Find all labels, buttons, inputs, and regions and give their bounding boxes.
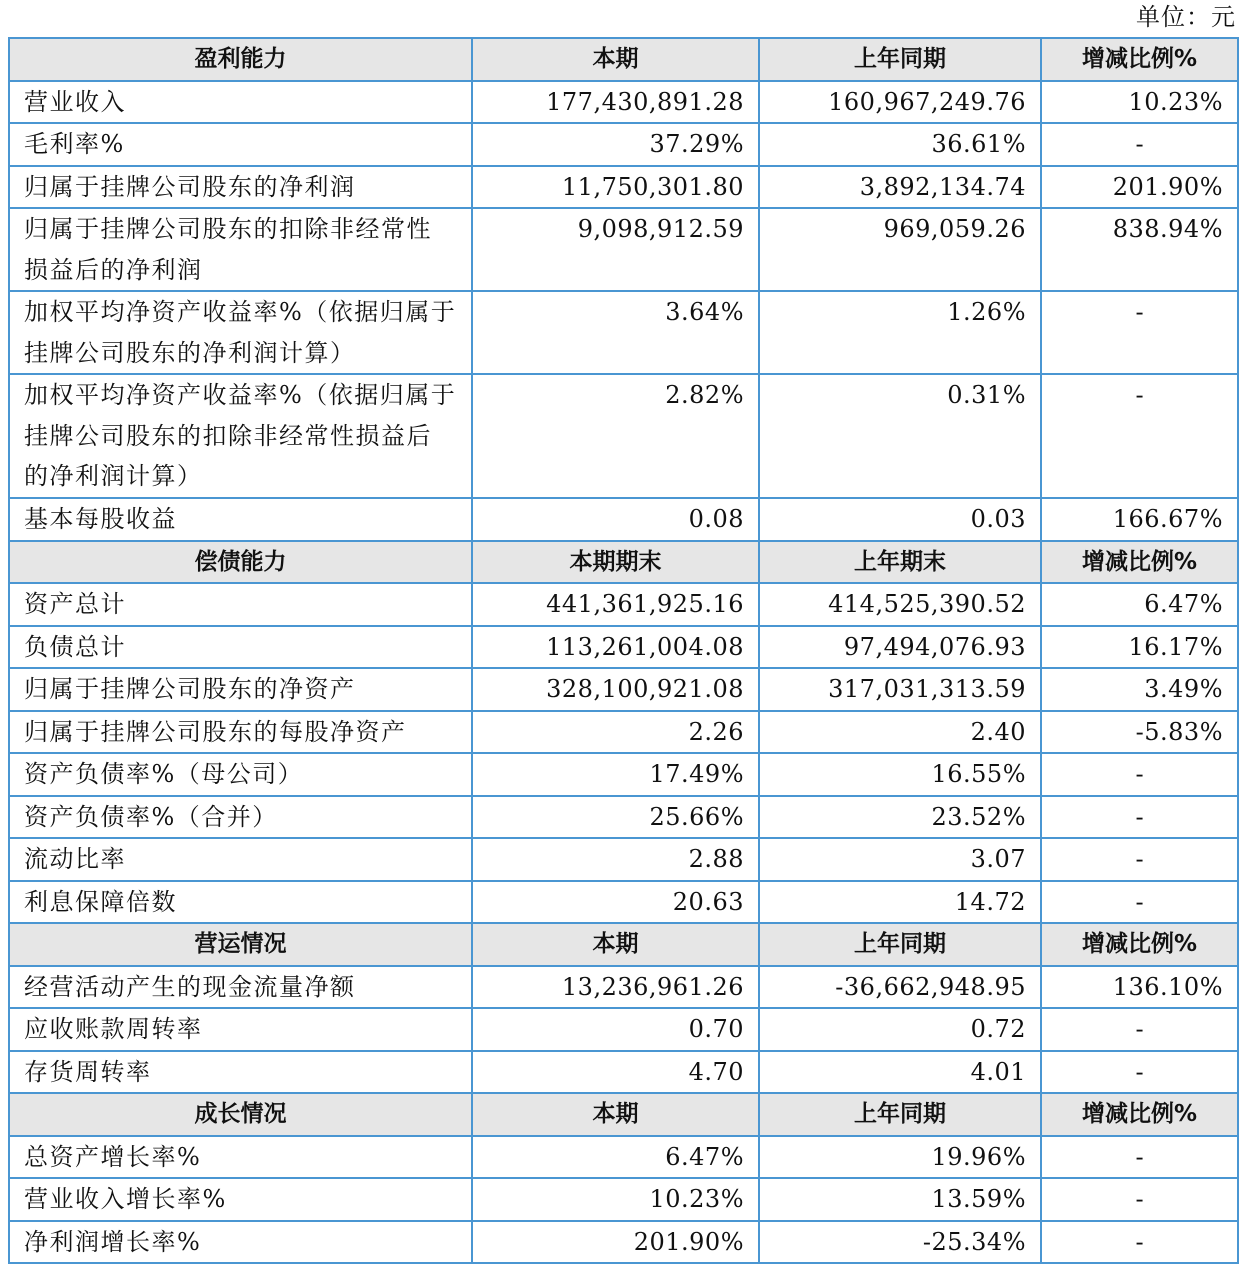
- header-cell: 增减比例%: [1041, 1093, 1238, 1136]
- table-row: [9, 668, 1238, 711]
- row-label: 流动比率: [9, 838, 472, 881]
- prior-value: 14.72: [759, 881, 1041, 924]
- header-cell: 上年期末: [759, 541, 1041, 584]
- header-cell: 增减比例%: [1041, 38, 1238, 81]
- row-label: 资产负债率%（母公司）: [9, 753, 472, 796]
- change-value: -: [1041, 291, 1238, 374]
- change-value: 3.49%: [1041, 668, 1238, 711]
- prior-value: 4.01: [759, 1051, 1041, 1094]
- row-label: 经营活动产生的现金流量净额: [9, 966, 472, 1009]
- change-value: 16.17%: [1041, 626, 1238, 669]
- change-value: -: [1041, 1136, 1238, 1179]
- prior-value: -36,662,948.95: [759, 966, 1041, 1009]
- current-value: 37.29%: [472, 123, 759, 166]
- table-row: [9, 374, 1238, 498]
- row-label: 存货周转率: [9, 1051, 472, 1094]
- current-value: 3.64%: [472, 291, 759, 374]
- current-value: 9,098,912.59: [472, 208, 759, 291]
- current-value: 2.82%: [472, 374, 759, 498]
- current-value: 201.90%: [472, 1221, 759, 1264]
- current-value: 20.63: [472, 881, 759, 924]
- table-row: [9, 1051, 1238, 1094]
- current-value: 0.08: [472, 498, 759, 541]
- prior-value: 13.59%: [759, 1178, 1041, 1221]
- change-value: -: [1041, 1008, 1238, 1051]
- section-header-growth: [9, 1093, 1238, 1136]
- change-value: -: [1041, 796, 1238, 839]
- change-value: 201.90%: [1041, 166, 1238, 209]
- table-row: [9, 838, 1238, 881]
- header-cell: 上年同期: [759, 923, 1041, 966]
- change-value: -: [1041, 881, 1238, 924]
- financial-indicators-table: [8, 37, 1239, 1264]
- table-row: [9, 626, 1238, 669]
- header-cell: 增减比例%: [1041, 541, 1238, 584]
- current-value: 328,100,921.08: [472, 668, 759, 711]
- change-value: -5.83%: [1041, 711, 1238, 754]
- unit-label: 单位：元: [1136, 3, 1236, 31]
- table-row: [9, 166, 1238, 209]
- prior-value: 23.52%: [759, 796, 1041, 839]
- table-row: [9, 208, 1238, 291]
- current-value: 25.66%: [472, 796, 759, 839]
- prior-value: 19.96%: [759, 1136, 1041, 1179]
- prior-value: 36.61%: [759, 123, 1041, 166]
- change-value: -: [1041, 374, 1238, 498]
- change-value: 136.10%: [1041, 966, 1238, 1009]
- table-row: [9, 1136, 1238, 1179]
- change-value: -: [1041, 753, 1238, 796]
- section-header-operations: [9, 923, 1238, 966]
- prior-value: 0.31%: [759, 374, 1041, 498]
- current-value: 2.26: [472, 711, 759, 754]
- row-label: 资产总计: [9, 583, 472, 626]
- prior-value: 317,031,313.59: [759, 668, 1041, 711]
- row-label: 归属于挂牌公司股东的每股净资产: [9, 711, 472, 754]
- row-label: 净利润增长率%: [9, 1221, 472, 1264]
- prior-value: 2.40: [759, 711, 1041, 754]
- row-label: 归属于挂牌公司股东的扣除非经常性损益后的净利润: [9, 208, 472, 291]
- prior-value: 3.07: [759, 838, 1041, 881]
- change-value: 166.67%: [1041, 498, 1238, 541]
- table-row: [9, 583, 1238, 626]
- row-label: 归属于挂牌公司股东的净资产: [9, 668, 472, 711]
- current-value: 10.23%: [472, 1178, 759, 1221]
- header-cell: 偿债能力: [9, 541, 472, 584]
- header-cell: 增减比例%: [1041, 923, 1238, 966]
- prior-value: 969,059.26: [759, 208, 1041, 291]
- change-value: 838.94%: [1041, 208, 1238, 291]
- table-row: [9, 881, 1238, 924]
- current-value: 4.70: [472, 1051, 759, 1094]
- current-value: 0.70: [472, 1008, 759, 1051]
- row-label: 加权平均净资产收益率%（依据归属于挂牌公司股东的扣除非经常性损益后的净利润计算）: [9, 374, 472, 498]
- prior-value: 160,967,249.76: [759, 81, 1041, 124]
- change-value: 6.47%: [1041, 583, 1238, 626]
- table-row: [9, 123, 1238, 166]
- change-value: -: [1041, 1178, 1238, 1221]
- table-row: [9, 1221, 1238, 1264]
- current-value: 17.49%: [472, 753, 759, 796]
- prior-value: 16.55%: [759, 753, 1041, 796]
- table-row: [9, 498, 1238, 541]
- change-value: -: [1041, 838, 1238, 881]
- table-row: [9, 711, 1238, 754]
- row-label: 归属于挂牌公司股东的净利润: [9, 166, 472, 209]
- table-row: [9, 81, 1238, 124]
- table-row: [9, 291, 1238, 374]
- change-value: -: [1041, 1221, 1238, 1264]
- table-row: [9, 1008, 1238, 1051]
- row-label: 营业收入增长率%: [9, 1178, 472, 1221]
- row-label: 总资产增长率%: [9, 1136, 472, 1179]
- prior-value: 1.26%: [759, 291, 1041, 374]
- row-label: 负债总计: [9, 626, 472, 669]
- row-label: 毛利率%: [9, 123, 472, 166]
- change-value: -: [1041, 1051, 1238, 1094]
- prior-value: 0.72: [759, 1008, 1041, 1051]
- row-label: 应收账款周转率: [9, 1008, 472, 1051]
- header-cell: 营运情况: [9, 923, 472, 966]
- prior-value: 97,494,076.93: [759, 626, 1041, 669]
- row-label: 利息保障倍数: [9, 881, 472, 924]
- table-row: [9, 753, 1238, 796]
- current-value: 11,750,301.80: [472, 166, 759, 209]
- header-cell: 本期: [472, 38, 759, 81]
- current-value: 113,261,004.08: [472, 626, 759, 669]
- header-cell: 本期: [472, 923, 759, 966]
- current-value: 177,430,891.28: [472, 81, 759, 124]
- prior-value: -25.34%: [759, 1221, 1041, 1264]
- header-cell: 盈利能力: [9, 38, 472, 81]
- table-row: [9, 1178, 1238, 1221]
- table-row: [9, 966, 1238, 1009]
- table-row: [9, 796, 1238, 839]
- row-label: 加权平均净资产收益率%（依据归属于挂牌公司股东的净利润计算）: [9, 291, 472, 374]
- section-header-solvency: [9, 541, 1238, 584]
- current-value: 6.47%: [472, 1136, 759, 1179]
- row-label: 营业收入: [9, 81, 472, 124]
- header-cell: 本期期末: [472, 541, 759, 584]
- current-value: 2.88: [472, 838, 759, 881]
- current-value: 441,361,925.16: [472, 583, 759, 626]
- section-header-profitability: [9, 38, 1238, 81]
- header-cell: 成长情况: [9, 1093, 472, 1136]
- prior-value: 3,892,134.74: [759, 166, 1041, 209]
- header-cell: 上年同期: [759, 38, 1041, 81]
- row-label: 资产负债率%（合并）: [9, 796, 472, 839]
- current-value: 13,236,961.26: [472, 966, 759, 1009]
- header-cell: 本期: [472, 1093, 759, 1136]
- header-cell: 上年同期: [759, 1093, 1041, 1136]
- prior-value: 0.03: [759, 498, 1041, 541]
- prior-value: 414,525,390.52: [759, 583, 1041, 626]
- change-value: 10.23%: [1041, 81, 1238, 124]
- change-value: -: [1041, 123, 1238, 166]
- row-label: 基本每股收益: [9, 498, 472, 541]
